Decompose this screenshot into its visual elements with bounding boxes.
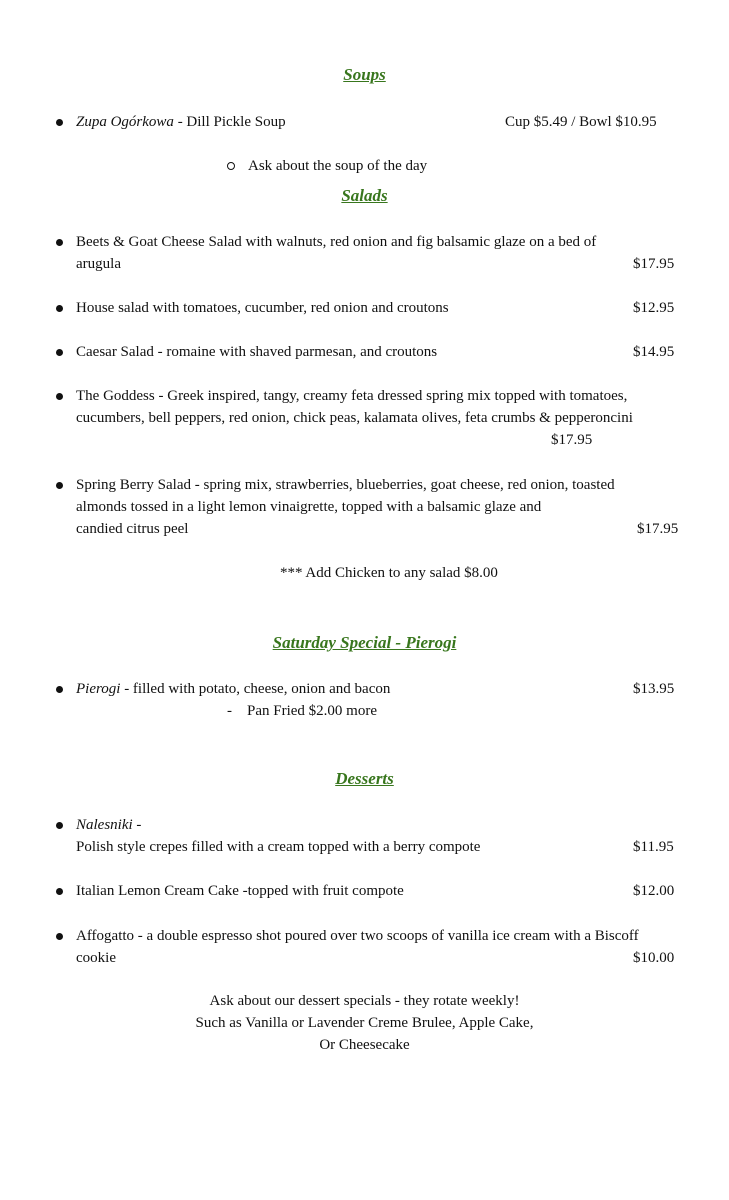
circle-bullet-icon	[227, 162, 235, 170]
affogatto-line2: cookie	[76, 950, 116, 966]
caesar-salad-price: $14.95	[633, 344, 675, 360]
bullet-icon	[56, 119, 63, 126]
nalesniki-name: Nalesniki	[76, 817, 133, 833]
pierogi-name: Pierogi	[76, 681, 121, 697]
pierogi-price: $13.95	[633, 681, 675, 697]
beets-salad-price: $17.95	[633, 256, 675, 272]
dessert-note-line3: Or Cheesecake	[319, 1037, 410, 1053]
berry-salad-price: $17.95	[637, 521, 679, 537]
nalesniki-desc: Polish style crepes filled with a cream topped with a berry compote	[76, 839, 481, 855]
berry-salad-line3: candied citrus peel	[76, 521, 189, 537]
bullet-icon	[56, 686, 63, 693]
affogatto-price: $10.00	[633, 950, 675, 966]
beets-salad-line1: Beets & Goat Cheese Salad with walnuts, red onion and fig balsamic glaze on a bed of	[76, 234, 597, 250]
dessert-note-line2: Such as Vanilla or Lavender Creme Brulee, Apple Cake,	[195, 1015, 534, 1031]
bullet-icon	[56, 239, 63, 246]
bullet-icon	[56, 393, 63, 400]
bullet-icon	[56, 305, 63, 312]
bullet-icon	[56, 482, 63, 489]
salads-heading: Salads	[341, 186, 388, 205]
salad-addon: *** Add Chicken to any salad $8.00	[280, 565, 498, 581]
bullet-icon	[56, 933, 63, 940]
desserts-heading: Desserts	[335, 769, 394, 788]
nalesniki-title	[76, 815, 141, 835]
goddess-salad-line1: The Goddess - Greek inspired, tangy, creamy feta dressed spring mix topped with tomatoes,	[76, 388, 628, 404]
special-heading: Saturday Special - Pierogi	[272, 633, 457, 652]
house-salad: House salad with tomatoes, cucumber, red onion and croutons	[76, 300, 449, 316]
bullet-icon	[56, 349, 63, 356]
lemon-cake-price: $12.00	[633, 883, 675, 899]
goddess-salad-price: $17.95	[551, 432, 593, 448]
soup-note: Ask about the soup of the day	[248, 158, 428, 174]
berry-salad-line2: almonds tossed in a light lemon vinaigrette, topped with a balsamic glaze and	[76, 499, 542, 515]
bullet-icon	[56, 822, 63, 829]
goddess-salad-line2: cucumbers, bell peppers, red onion, chick peas, kalamata olives, feta crumbs & pepperoncini	[76, 410, 633, 426]
dessert-note-line1: Ask about our dessert specials - they rotate weekly!	[209, 993, 520, 1009]
soup-desc: - Dill Pickle Soup	[173, 114, 286, 130]
soup-name: Zupa Ogórkowa	[76, 114, 174, 130]
pierogi-option: - Pan Fried $2.00 more	[227, 703, 377, 719]
soup-price: Cup $5.49 / Bowl $10.95	[505, 114, 657, 130]
nalesniki-suffix: -	[132, 817, 142, 833]
house-salad-price: $12.95	[633, 300, 675, 316]
caesar-salad: Caesar Salad - romaine with shaved parmesan, and croutons	[76, 344, 438, 360]
beets-salad-line2: arugula	[76, 256, 121, 272]
pierogi-item	[76, 679, 390, 699]
affogatto-line1: Affogatto - a double espresso shot poured over two scoops of vanilla ice cream with a Biscoff	[76, 928, 639, 944]
lemon-cake: Italian Lemon Cream Cake -topped with fruit compote	[76, 883, 404, 899]
soup-item	[76, 112, 286, 132]
pierogi-desc: - filled with potato, cheese, onion and bacon	[120, 681, 391, 697]
bullet-icon	[56, 888, 63, 895]
berry-salad-line1: Spring Berry Salad - spring mix, strawberries, blueberries, goat cheese, red onion, toasted	[76, 477, 615, 493]
nalesniki-price: $11.95	[633, 839, 674, 855]
soups-heading: Soups	[343, 65, 386, 84]
